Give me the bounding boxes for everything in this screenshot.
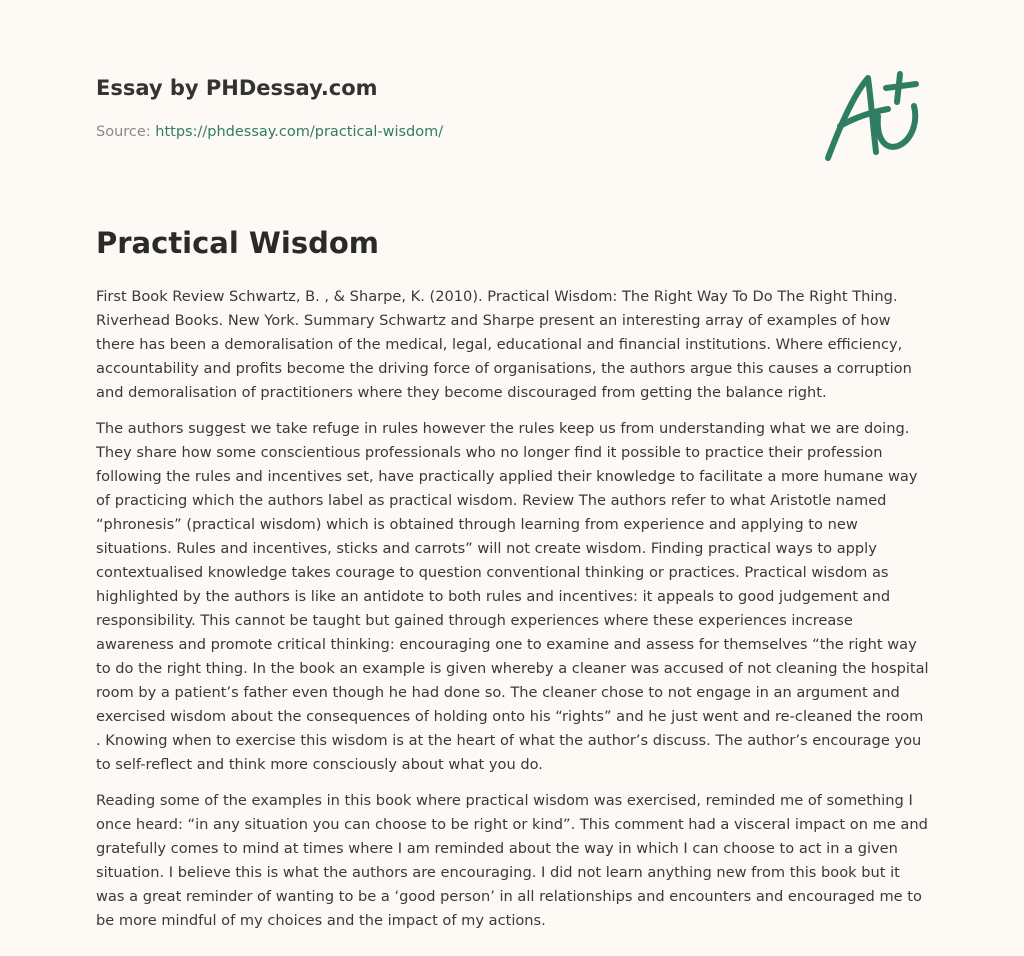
essay-paragraph: First Book Review Schwartz, B. , & Sharpe, K. (2010). Practical Wisdom: The Right Way To Do The Right Thing. Riverhead Books. New York. Summary Schwartz and Sharpe present an interesting array of examples of how there has been a demoralisation of the medical, legal, educational and financial institutions. Where efficiency, accountability and profits become the driving force of organisations, the authors argue this causes a corruption and demoralisation of practitioners where they become discouraged from getting the balance right. bbox=[96, 288, 912, 401]
a-plus-logo-icon bbox=[818, 64, 930, 164]
source-link[interactable]: https://phdessay.com/practical-wisdom/ bbox=[155, 124, 444, 140]
source-label: Source: bbox=[96, 124, 156, 140]
essay-body bbox=[96, 285, 932, 945]
essay-paragraph: Reading some of the examples in this book where practical wisdom was exercised, reminded me of something I once heard: “in any situation you can choose to be right or kind”. This comment had a visceral impact on me and gratefully comes to mind at times where I am reminded about the way in which I can choose to act in a given situation. I believe this is what the authors are encouraging. I did not learn anything new from this book but it was a great reminder of wanting to be a ‘good person’ in all relationships and encounters and encouraged me to be more mindful of my choices and the impact of my actions. bbox=[96, 792, 928, 929]
site-brand: Essay by PHDessay.com bbox=[96, 76, 378, 100]
essay-title: Practical Wisdom bbox=[96, 226, 380, 260]
essay-paragraph: The authors suggest we take refuge in rules however the rules keep us from understanding what we are doing. They share how some conscientious professionals who no longer find it possible to practice their profession following the rules and incentives set, have practically applied their knowledge to facilitate a more humane way of practicing which the authors label as practical wisdom. Review The authors refer to what Aristotle named “phronesis” (practical wisdom) which is obtained through learning from experience and applying to new situations. Rules and incentives, sticks and carrots” will not create wisdom. Finding practical ways to apply contextualised knowledge takes courage to question conventional thinking or practices. Practical wisdom as highlighted by the authors is like an antidote to both rules and incentives: it appeals to good judgement and responsibility. This cannot be taught but gained through experiences where these experiences increase awareness and promote critical thinking: encouraging one to examine and assess for themselves “the right way to do the right thing. In the book an example is given whereby a cleaner was accused of not cleaning the hospital room by a patient’s father even though he had done so. The cleaner chose to not engage in an argument and exercised wisdom about the consequences of holding onto his “rights” and he just went and re-cleaned the room . Knowing when to exercise this wisdom is at the heart of what the author’s discuss. The author’s encourage you to self-reflect and think more consciously about what you do. bbox=[96, 420, 929, 773]
source-line bbox=[96, 124, 443, 140]
